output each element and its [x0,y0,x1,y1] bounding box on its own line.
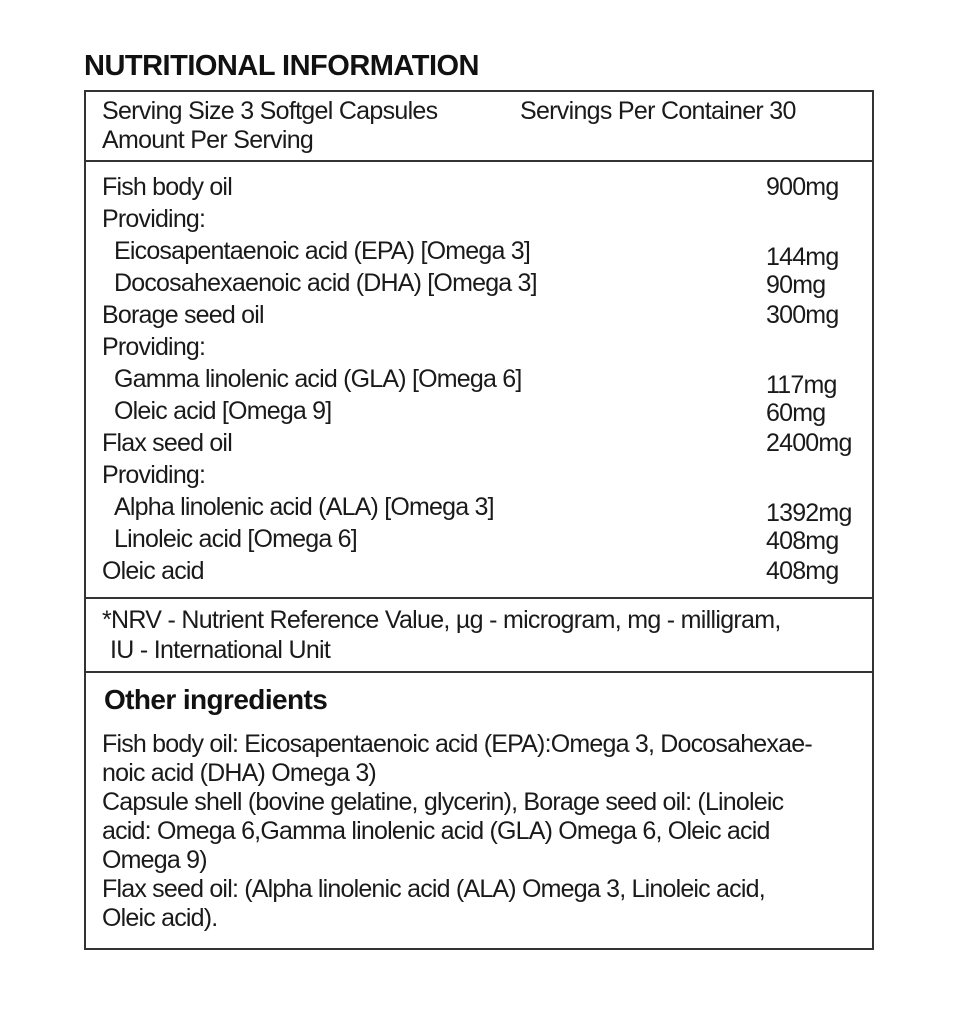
other-ingredients-line: Oleic acid). [102,904,218,932]
other-ingredients-line: Capsule shell (bovine gelatine, glycerin), Borage seed oil: (Linoleic [102,788,784,816]
nutrient-amount: 408mg [766,527,839,555]
amount-per-serving: Amount Per Serving [102,126,314,154]
nrv-section [86,599,872,673]
nutrient-name: Oleic acid [102,557,204,585]
nutrient-name: Providing: [102,461,206,489]
nutrient-row [86,492,872,527]
other-ingredients-line: Omega 9) [102,846,207,874]
nutrient-name: Gamma linolenic acid (GLA) [Omega 6] [114,365,522,393]
nutrient-name: Providing: [102,333,206,361]
nutrient-name: Alpha linolenic acid (ALA) [Omega 3] [114,493,494,521]
serving-size: Serving Size 3 Softgel Capsules [102,97,438,125]
nutrient-row [86,236,872,271]
servings-per-container: Servings Per Container 30 [520,97,796,125]
nutrient-name: Flax seed oil [102,429,232,457]
nutrient-name: Borage seed oil [102,301,264,329]
nutrient-row [86,204,872,236]
nutrient-name: Docosahexaenoic acid (DHA) [Omega 3] [114,269,537,297]
nutrient-row [86,524,872,556]
nutrient-amount: 117mg [766,371,837,399]
nutrients-section [86,162,872,599]
nutrient-name: Linoleic acid [Omega 6] [114,525,357,553]
nutrient-name: Eicosapentaenoic acid (EPA) [Omega 3] [114,237,531,265]
nutrient-row [86,300,872,332]
nutrient-name: Oleic acid [Omega 9] [114,397,332,425]
other-ingredients-heading: Other ingredients [104,684,328,715]
nutrient-row [86,428,872,460]
nutrition-panel [84,90,874,950]
other-ingredients-line: noic acid (DHA) Omega 3) [102,759,376,787]
nutrient-row [86,172,872,204]
nutrient-row [86,556,872,588]
nutrient-amount: 300mg [766,301,839,329]
nrv-note-line: *NRV - Nutrient Reference Value, µg - microgram, mg - milligram, [102,606,781,634]
nutrient-row [86,332,872,364]
nutrient-name: Providing: [102,205,206,233]
nutrient-row [86,364,872,399]
other-ingredients-line: acid: Omega 6,Gamma linolenic acid (GLA) Omega 6, Oleic acid [102,817,770,845]
nutrient-amount: 90mg [766,271,826,299]
nrv-note-line: IU - International Unit [110,636,331,664]
nutrient-amount: 144mg [766,243,839,271]
nutrient-row [86,396,872,428]
nutrient-amount: 1392mg [766,499,852,527]
other-ingredients-line: Fish body oil: Eicosapentaenoic acid (EPA):Omega 3, Docosahexae- [102,730,812,758]
nutrient-row [86,460,872,492]
nutrient-amount: 2400mg [766,429,852,457]
other-ingredients-section [86,673,872,948]
nutrient-name: Fish body oil [102,173,232,201]
other-ingredients-line: Flax seed oil: (Alpha linolenic acid (ALA) Omega 3, Linoleic acid, [102,875,765,903]
nutrient-amount: 408mg [766,557,839,585]
nutrient-amount: 60mg [766,399,826,427]
serving-section [86,92,872,162]
page-title: NUTRITIONAL INFORMATION [84,50,479,82]
nutrient-amount: 900mg [766,173,839,201]
nutrient-row [86,268,872,300]
